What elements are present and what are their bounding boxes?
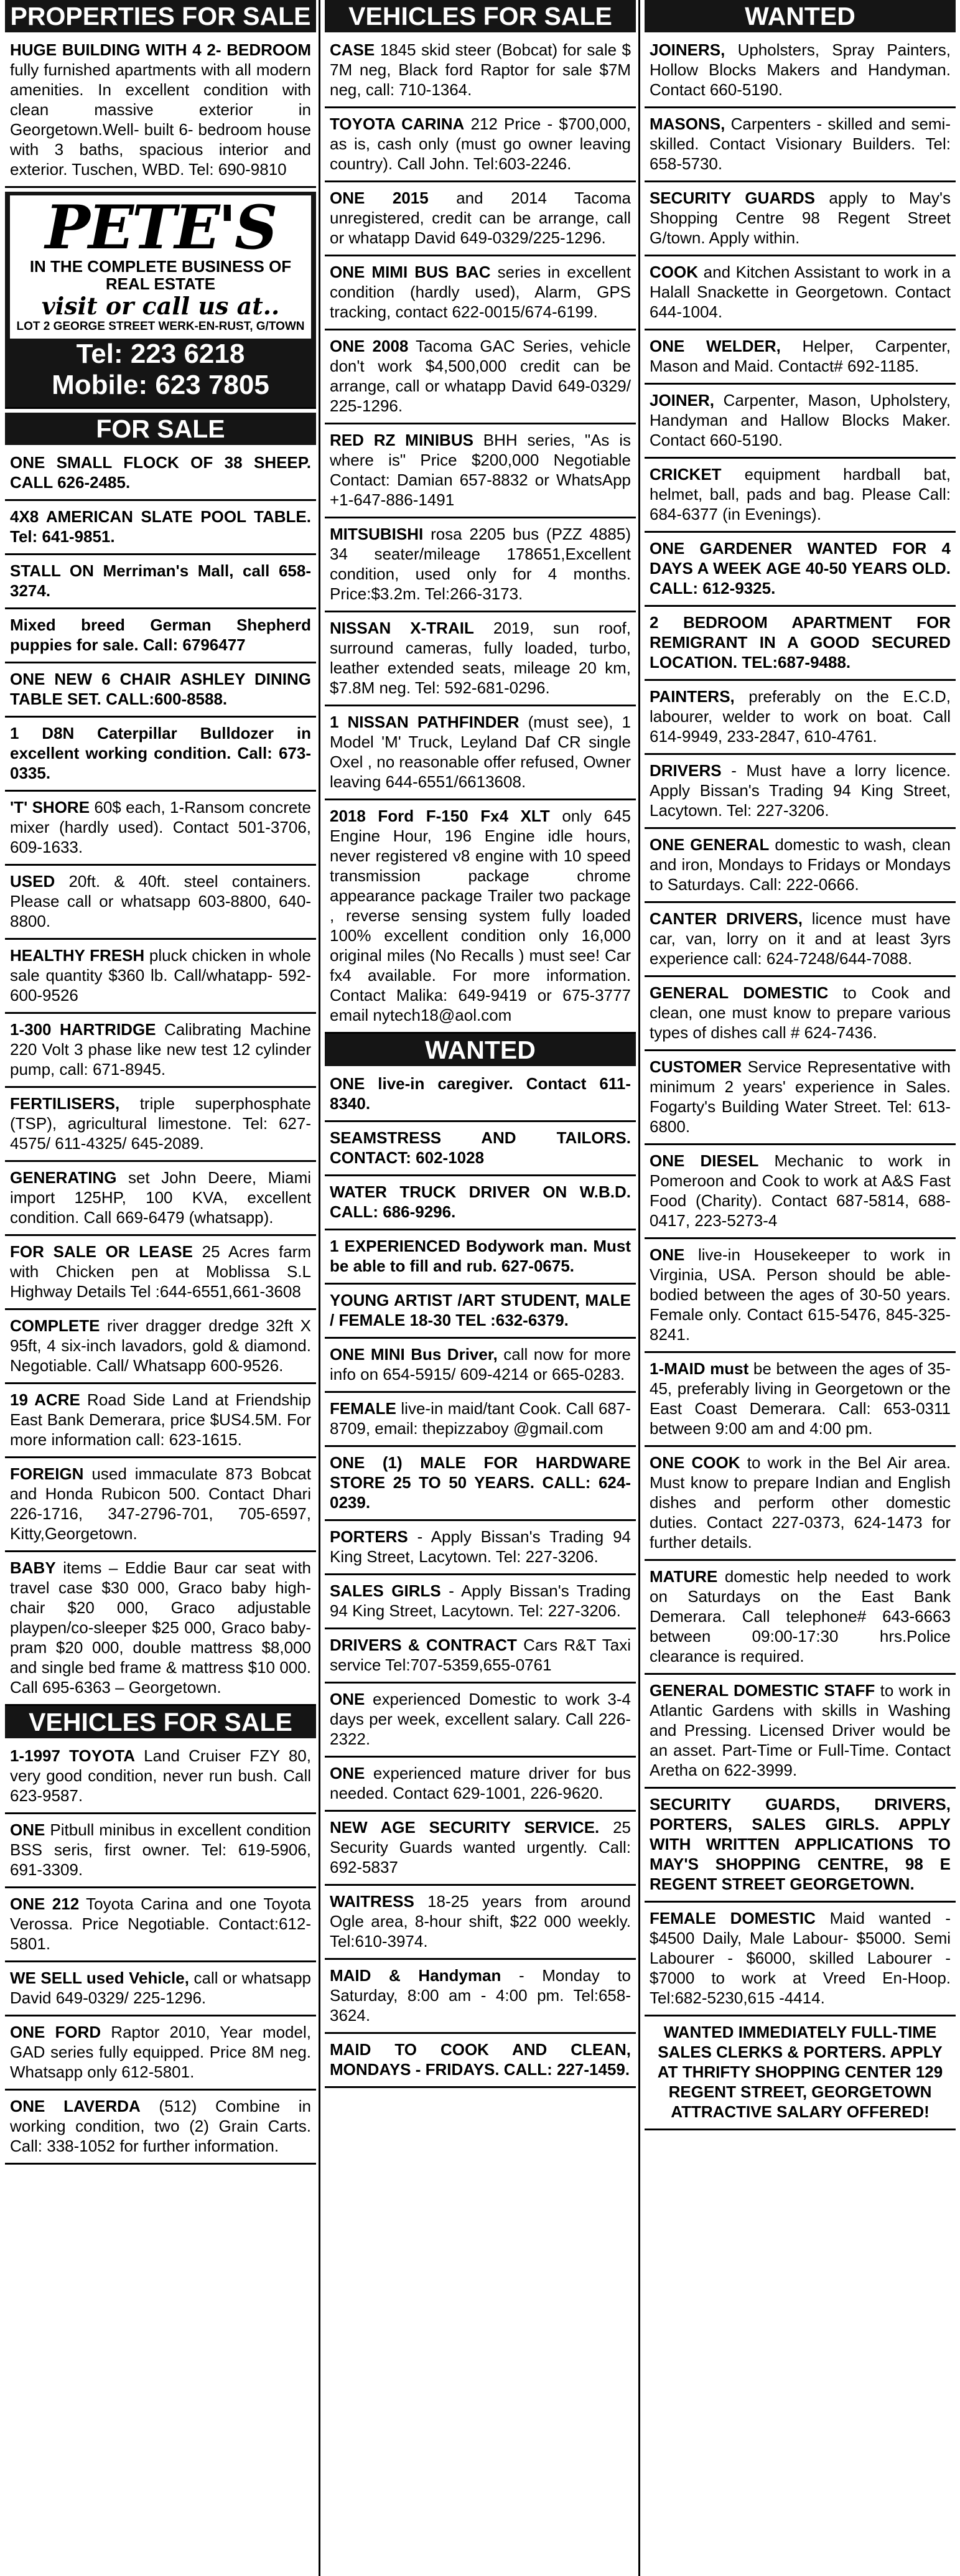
ad-lead: ONE WELDER, xyxy=(650,337,781,355)
ad-lead: FEMALE xyxy=(330,1399,396,1418)
column-2 xyxy=(325,0,636,2576)
ad-lead: CANTER DRIVERS, xyxy=(650,909,803,928)
classified-ad xyxy=(645,607,956,681)
ad-lead: ONE FORD xyxy=(10,2023,101,2041)
ad-text: - Must have a lorry licence. Apply Bissan's Trading 94 King Street, Lacytown. Tel: 227-3206. xyxy=(650,761,951,820)
ad-text: rosa 2205 bus (PZZ 4885) 34 seater/mileage 178651,Excellent condition, used only for 4 months. Price:$3.2m. Tel:266-3173. xyxy=(330,525,631,603)
classified-ad xyxy=(325,1521,636,1575)
classified-ad xyxy=(325,1447,636,1521)
ad-text: BHH series, "As is where is" Price $200,000 Negotiable Contact: Damian 657-8832 or WhatsApp +1-647-886-1491 xyxy=(330,431,631,509)
ad-lead: BABY xyxy=(10,1558,56,1577)
properties-list xyxy=(5,34,316,188)
classified-ad xyxy=(645,755,956,829)
ad-text: 60$ each, 1-Ransom concrete mixer (hardly used). Contact 501-3706, 609-1633. xyxy=(10,798,311,856)
classified-ad xyxy=(645,1051,956,1145)
ad-lead: ONE SMALL FLOCK OF 38 SHEEP. CALL 626-2485. xyxy=(10,453,311,492)
ad-lead: ONE LAVERDA xyxy=(10,2097,141,2115)
ad-lead: ONE COOK xyxy=(650,1453,740,1472)
ad-text: 20ft. & 40ft. steel containers. Please call or whatsapp 603-8800, 640-8800. xyxy=(10,872,311,930)
classified-ad xyxy=(325,330,636,424)
ad-lead: MITSUBISHI xyxy=(330,525,424,543)
ad-lead: COOK xyxy=(650,263,698,281)
ad-lead: PORTERS xyxy=(330,1527,408,1546)
ad-lead: MATURE xyxy=(650,1567,718,1586)
ad-lead: 1-1997 TOYOTA xyxy=(10,1746,136,1765)
classified-ad xyxy=(325,2034,636,2088)
ad-lead: ONE (1) MALE FOR HARDWARE STORE 25 TO 50 YEARS. CALL: 624-0239. xyxy=(330,1453,631,1512)
ad-lead: TOYOTA CARINA xyxy=(330,115,465,133)
classified-ad xyxy=(5,1310,316,1384)
ad-text: to work in the Bel Air area. Must know to prepare Indian and English dishes and perform other domestic duties. Contact 227-0373, 624-1473 for further details. xyxy=(650,1453,951,1552)
petes-real-estate-ad xyxy=(5,192,316,409)
classified-ad xyxy=(5,718,316,792)
classified-ad xyxy=(645,330,956,385)
ad-lead: MAID TO COOK AND CLEAN, MONDAYS - FRIDAYS. CALL: 227-1459. xyxy=(330,2040,631,2079)
ad-text: 25 Security Guards wanted urgently. Call: 692-5837 xyxy=(330,1818,631,1876)
ad-lead: 1 D8N Caterpillar Bulldozer in excellent working condition. Call: 673-0335. xyxy=(10,724,311,782)
classified-ad xyxy=(5,555,316,609)
petes-logo-box xyxy=(10,192,311,339)
classified-ad xyxy=(325,1960,636,2034)
ad-lead: Mixed breed German Shepherd puppies for sale. Call: 6796477 xyxy=(10,616,311,654)
ad-lead: ONE xyxy=(330,1690,365,1708)
ad-text: licence must have car, van, lorry on it and at least 3yrs experience call: 624-7248/644-7088. xyxy=(650,909,951,968)
classified-ad xyxy=(325,1886,636,1960)
classified-ad xyxy=(325,518,636,612)
ad-lead: 19 ACRE xyxy=(10,1390,80,1409)
classified-ad xyxy=(5,1162,316,1236)
ad-text: river dragger dredge 32ft X 95ft, 4 six-inch lavadors, gold & diamond. Negotiable. Call/ Whatsapp 600-9526. xyxy=(10,1316,311,1375)
classified-ad xyxy=(325,1393,636,1447)
ad-text: to work in Atlantic Gardens with skills in Washing and Pressing. Licensed Driver would be an asset. Part-Time or Full-Time. Contact Aretha on 622-3999. xyxy=(650,1681,951,1779)
column-3 xyxy=(645,0,956,2576)
ad-text: - Monday to Saturday, 8:00 am - 4:00 pm. Tel:658-3624. xyxy=(330,1966,631,2025)
classified-ad xyxy=(325,424,636,518)
ad-lead: COMPLETE xyxy=(10,1316,100,1335)
classified-ad xyxy=(325,1285,636,1339)
ad-text: items – Eddie Baur car seat with travel case $30 000, Graco baby high-chair $20 000, Graco adjustable playpen/co-sleeper $25 000, Graco baby-pram $20 000, double mattress $8,000 and single bed frame & mattress $10 000. Call 695-6363 – Georgetown. xyxy=(10,1558,311,1697)
ad-text: Maid wanted - $4500 Daily, Male Labour- $5000. Semi Labourer - $6000, skilled Labourer - $7000 to work at Vreed En-Hoop. Tel:682-5230,615 -4414. xyxy=(650,1909,951,2007)
ad-lead: SEAMSTRESS AND TAILORS. CONTACT: 602-1028 xyxy=(330,1128,631,1167)
ad-text: pluck chicken in whole sale quantity $360 lb. Call/whatapp- 592-600-9526 xyxy=(10,946,312,1005)
wanted-list xyxy=(325,1068,636,2088)
classified-ad xyxy=(5,1888,316,1962)
ad-text: experienced Domestic to work 3-4 days per week, excellent salary. Call 226-2322. xyxy=(330,1690,631,1748)
ad-text: triple superphosphate (TSP), agricultural limestone. Tel: 627-4575/ 611-4325/ 645-2089. xyxy=(10,1094,311,1153)
ad-lead: RED RZ MINIBUS xyxy=(330,431,473,449)
classified-ad xyxy=(645,1353,956,1447)
classified-ad xyxy=(5,940,316,1014)
classified-ad xyxy=(5,1962,316,2016)
ad-text: experienced mature driver for bus needed. Contact 629-1001, 226-9620. xyxy=(330,1764,631,1802)
classified-ad xyxy=(645,1447,956,1561)
ad-lead: ONE MIMI BUS BAC xyxy=(330,263,491,281)
ad-lead: JOINER, xyxy=(650,391,715,410)
ad-lead: ONE xyxy=(10,1820,45,1839)
ad-lead: 1 NISSAN PATHFINDER xyxy=(330,713,520,731)
ad-text: - Apply Bissan's Trading 94 King Street, Lacytown. Tel: 227-3206. xyxy=(330,1581,631,1620)
classified-ad xyxy=(5,1088,316,1162)
classified-ad xyxy=(5,609,316,663)
classified-ad xyxy=(325,1758,636,1812)
ad-text: Calibrating Machine 220 Volt 3 phase like new test 12 cylinder pump, call: 671-8945. xyxy=(10,1020,311,1079)
ad-lead: 1-MAID must xyxy=(650,1359,749,1378)
classified-ad xyxy=(645,1561,956,1675)
classified-ad xyxy=(645,977,956,1051)
ad-lead: WANTED IMMEDIATELY FULL-TIME SALES CLERKS & PORTERS. APPLY AT THRIFTY SHOPPING CENTER 129 REGENT STREET, GEORGETOWN ATTRACTIVE SALARY OFFERED! xyxy=(657,2023,943,2121)
ad-text: used immaculate 873 Bobcat and Honda Rubicon 500. Contact Dhari 226-1716, 347-2796-701, 705-6597, Kitty,Georgetown. xyxy=(10,1464,311,1543)
ad-text: Tacoma GAC Series, vehicle don't work $4,500,000 credit can be arrange, call or whatapp David 649-0329/ 225-1296. xyxy=(330,337,631,415)
ad-text: call or whatsapp David 649-0329/ 225-1296. xyxy=(10,1969,311,2007)
ad-text: live-in Housekeeper to work in Virginia, USA. Person should be able-bodied between the ages of 30-50 years. Female only. Contact 615-5476, 845-325-8241. xyxy=(650,1245,951,1344)
ad-lead: FEMALE DOMESTIC xyxy=(650,1909,816,1927)
classified-ad xyxy=(5,34,316,188)
classified-ad xyxy=(645,1145,956,1239)
classified-ad xyxy=(645,681,956,755)
ad-lead: PAINTERS, xyxy=(650,687,735,706)
ad-text: 18-25 years from around Ogle area, 8-hour shift, $22 000 weekly. Tel:610-3974. xyxy=(330,1892,631,1951)
ad-lead: ONE 2008 xyxy=(330,337,409,355)
classified-ad xyxy=(645,108,956,182)
ad-lead: WE SELL used Vehicle, xyxy=(10,1969,189,1987)
ad-lead: DRIVERS xyxy=(650,761,722,780)
classified-ad xyxy=(645,256,956,330)
ad-text: Raptor 2010, Year model, GAD series fully equipped. Price 8M neg. Whatsapp only 612-5801. xyxy=(10,2023,311,2081)
ad-lead: 4X8 AMERICAN SLATE POOL TABLE. Tel: 641-9851. xyxy=(10,507,311,546)
ad-lead: FERTILISERS, xyxy=(10,1094,120,1113)
ad-lead: WAITRESS xyxy=(330,1892,414,1911)
ad-lead: ONE MINI Bus Driver, xyxy=(330,1345,498,1364)
ad-lead: GENERAL DOMESTIC STAFF xyxy=(650,1681,875,1700)
ad-lead: YOUNG ARTIST /ART STUDENT, MALE / FEMALE 18-30 TEL :632-6379. xyxy=(330,1291,631,1329)
classified-ad xyxy=(645,34,956,108)
ad-text: Carpenter, Mason, Upholstery, Handyman and Hallow Blocks Maker. Contact 660-5190. xyxy=(650,391,951,449)
ad-lead: ONE GARDENER WANTED FOR 4 DAYS A WEEK AGE 40-50 YEARS OLD. CALL: 612-9325. xyxy=(650,539,951,597)
classified-ad xyxy=(645,829,956,903)
classified-ad xyxy=(5,663,316,718)
for-sale-list xyxy=(5,447,316,1706)
classified-ad xyxy=(5,1740,316,1814)
ad-lead: HEALTHY FRESH xyxy=(10,946,145,965)
classified-ad xyxy=(5,501,316,555)
ad-text: equipment hardball bat, helmet, ball, pads and bag. Please Call: 684-6377 (in Evenings). xyxy=(650,465,951,523)
classified-ad xyxy=(325,108,636,182)
ad-text: Carpenters - skilled and semi-skilled. Contact Visionary Builders. Tel: 658-5730. xyxy=(650,115,951,173)
ad-lead: ONE live-in caregiver. Contact 611-8340. xyxy=(330,1074,631,1113)
section-heading-for-sale: FOR SALE xyxy=(5,413,316,447)
ad-text: call now for more info on 654-5915/ 609-4214 or 665-0283. xyxy=(330,1345,631,1384)
column-divider xyxy=(319,0,320,2576)
classified-ad xyxy=(645,1903,956,2016)
ad-lead: ONE GENERAL xyxy=(650,835,770,854)
ad-text: set John Deere, Miami import 125HP, 100 KVA, excellent condition. Call 669-6479 (whatsapp). xyxy=(10,1168,311,1227)
classified-ad xyxy=(325,1812,636,1886)
classified-ad xyxy=(5,866,316,940)
ad-lead: CASE xyxy=(330,40,375,59)
section-heading-wanted-2: WANTED xyxy=(645,0,956,34)
ad-text: 1845 skid steer (Bobcat) for sale $ 7M neg, Black ford Raptor for sale $7M neg, call: 710-1364. xyxy=(330,40,631,99)
ad-text: - Apply Bissan's Trading 94 King Street, Lacytown. Tel: 227-3206. xyxy=(330,1527,631,1566)
petes-logo: PETE'S xyxy=(45,192,276,263)
ad-lead: HUGE BUILDING WITH 4 2- BEDROOM xyxy=(10,40,311,59)
ad-text: to Cook and clean, one must know to prepare various types of dishes call # 624-7436. xyxy=(650,983,951,1042)
ad-text: 212 Price - $700,000, as is, cash only (must go owner leaving country). Call John. Tel:603-2246. xyxy=(330,115,631,173)
classified-ad xyxy=(645,459,956,533)
column-divider xyxy=(638,0,640,2576)
ad-text: (must see), 1 Model 'M' Truck, Leyland Daf CR single Oxel , no reasonable offer refused, Owner leaving 644-6551/6613608. xyxy=(330,713,631,791)
classified-ad xyxy=(5,2016,316,2091)
ad-text: Upholsters, Spray Painters, Hollow Blocks Makers and Handyman. Contact 660-5190. xyxy=(650,40,951,99)
ad-text: domestic to wash, clean and iron, Mondays to Fridays or Mondays to Saturdays. Call: 222-0666. xyxy=(650,835,951,894)
ad-lead: ONE xyxy=(330,1764,365,1782)
vehicles-list-2 xyxy=(325,34,636,1034)
column-1 xyxy=(5,0,316,2576)
ad-text: Pitbull minibus in excellent condition BSS seris, first owner. Tel: 619-5906, 691-3309. xyxy=(10,1820,311,1879)
section-heading-vehicles: VEHICLES FOR SALE xyxy=(5,1706,316,1740)
petes-mobile: Mobile: 623 7805 xyxy=(52,370,269,400)
classified-ad xyxy=(325,1339,636,1393)
ad-text: 2019, sun roof, surround cameras, fully loaded, turbo, leather extended seats, mileage 20 km, $7.8M neg. Tel: 592-681-0296. xyxy=(330,619,631,697)
ad-text: Toyota Carina and one Toyota Verossa. Price Negotiable. Contact:612-5801. xyxy=(10,1895,311,1953)
ad-lead: GENERAL DOMESTIC xyxy=(650,983,829,1002)
classified-ad xyxy=(325,612,636,706)
classified-ad xyxy=(645,385,956,459)
ad-text: series in excellent condition (hardly used), Alarm, GPS tracking, contact 622-0015/674-6199. xyxy=(330,263,631,321)
ad-text: Land Cruiser FZY 80, very good condition, never run bush. Call 623-9587. xyxy=(10,1746,311,1805)
classified-ad xyxy=(5,447,316,501)
ad-text: Cars R&T Taxi service Tel:707-5359,655-0761 xyxy=(330,1636,631,1674)
ad-lead: SECURITY GUARDS xyxy=(650,189,816,207)
petes-visit: visit or call us at.. xyxy=(41,292,280,320)
ad-lead: FOR SALE OR LEASE xyxy=(10,1242,193,1261)
ad-lead: WATER TRUCK DRIVER ON W.B.D. CALL: 686-9296. xyxy=(330,1183,631,1221)
ad-text: Service Representative with minimum 2 years' experience in Sales. Fogarty's Building Water Street. Tel: 613-6800. xyxy=(650,1057,951,1136)
ad-text: Helper, Carpenter, Mason and Maid. Contact# 692-1185. xyxy=(650,337,951,375)
petes-address: LOT 2 GEORGE STREET WERK-EN-RUST, G/TOWN xyxy=(16,320,305,333)
ad-lead: STALL ON Merriman's Mall, call 658-3274. xyxy=(10,561,311,600)
wanted-list-2 xyxy=(645,34,956,2130)
ad-text: 25 Acres farm with Chicken pen at Moblissa S.L Highway Details Tel :644-6551,661-3608 xyxy=(10,1242,311,1301)
classified-ad xyxy=(325,1230,636,1285)
classified-ad xyxy=(645,1789,956,1903)
petes-tel: Tel: 223 6218 xyxy=(76,339,245,369)
ad-text: domestic help needed to work on Saturdays on the East Bank Demerara. Call telephone# 643-6663 between 09:00-17:30 hrs.Police clearance is required. xyxy=(650,1567,951,1665)
classified-ad xyxy=(325,706,636,800)
ad-text: live-in maid/tant Cook. Call 687-8709, email: thepizzaboy @gmail.com xyxy=(330,1399,631,1438)
classified-ad xyxy=(5,1014,316,1088)
ad-text: apply to May's Shopping Centre 98 Regent Street G/town. Apply within. xyxy=(650,189,951,247)
classified-ad xyxy=(325,256,636,330)
ad-lead: NISSAN X-TRAIL xyxy=(330,619,474,637)
ad-lead: SALES GIRLS xyxy=(330,1581,441,1600)
classified-ad xyxy=(325,34,636,108)
classified-ad xyxy=(645,1675,956,1789)
ad-text: only 645 Engine Hour, 196 Engine idle hours, never registered v8 engine with 10 speed transmission package chrome appearance package Trailer two package , reverse sensing system fully loaded 100% excellent condition only 16,000 original miles (No Recalls ) must see! Car fx4 available. For more information. Contact Malika: 649-9419 or 675-3777 email nytech18@aol.com xyxy=(330,807,631,1024)
classified-ad xyxy=(325,1176,636,1230)
ad-lead: ONE xyxy=(650,1245,685,1264)
ad-lead: 2 BEDROOM APARTMENT FOR REMIGRANT IN A GOOD SECURED LOCATION. TEL:687-9488. xyxy=(650,613,951,672)
section-heading-wanted: WANTED xyxy=(325,1034,636,1068)
ad-lead: ONE 2015 xyxy=(330,189,429,207)
ad-lead: ONE DIESEL xyxy=(650,1151,759,1170)
ad-lead: GENERATING xyxy=(10,1168,117,1187)
classified-ad xyxy=(5,1814,316,1888)
petes-tagline: IN THE COMPLETE BUSINESS OF REAL ESTATE xyxy=(29,257,292,293)
classified-ad xyxy=(325,1629,636,1684)
ad-lead: NEW AGE SECURITY SERVICE. xyxy=(330,1818,600,1837)
ad-lead: 1 EXPERIENCED Bodywork man. Must be able to fill and rub. 627-0675. xyxy=(330,1237,631,1275)
classified-ad xyxy=(5,792,316,866)
classified-ad xyxy=(645,903,956,977)
ad-text: preferably on the E.C.D, labourer, welder to work on boat. Call 614-9949, 233-2847, 610-4761. xyxy=(650,687,951,746)
ad-lead: ONE 212 xyxy=(10,1895,80,1913)
section-heading-properties: PROPERTIES FOR SALE xyxy=(5,0,316,34)
classified-ad xyxy=(645,533,956,607)
ad-lead: MAID & Handyman xyxy=(330,1966,501,1985)
ad-text: be between the ages of 35-45, preferably living in Georgetown or the East Coast Demerara. Call: 653-0311 between 9:00 am and 4:00 pm. xyxy=(650,1359,951,1438)
classified-ad xyxy=(5,1458,316,1552)
vehicles-list xyxy=(5,1740,316,2165)
classified-ad xyxy=(325,800,636,1034)
ad-text: and 2014 Tacoma unregistered, credit can be arrange, call or whatapp David 649-0329/225-1296. xyxy=(330,189,631,247)
ad-lead: JOINERS, xyxy=(650,40,725,59)
classified-ad xyxy=(325,182,636,256)
classified-ad xyxy=(5,1384,316,1458)
ad-text: and Kitchen Assistant to work in a Halall Snackette in Georgetown. Contact 644-1004. xyxy=(650,263,951,321)
ad-lead: 1-300 HARTRIDGE xyxy=(10,1020,156,1039)
ad-text: Road Side Land at Friendship East Bank Demerara, price $US4.5M. For more information call: 623-1615. xyxy=(10,1390,311,1449)
ad-lead: DRIVERS & CONTRACT xyxy=(330,1636,517,1654)
ad-lead: MASONS, xyxy=(650,115,725,133)
ad-text: (512) Combine in working condition, two (2) Grain Carts. Call: 338-1052 for further information. xyxy=(10,2097,312,2155)
classified-ad xyxy=(645,182,956,256)
ad-lead: FOREIGN xyxy=(10,1464,84,1483)
ad-text: Mechanic to work in Pomeroon and Cook to work at A&S Fast Food (Charity). Contact 687-5814, 688-0417, 223-5273-4 xyxy=(650,1151,951,1230)
ad-lead: ONE NEW 6 CHAIR ASHLEY DINING TABLE SET. CALL:600-8588. xyxy=(10,670,311,708)
ad-lead: CRICKET xyxy=(650,465,722,484)
ad-lead: 'T' SHORE xyxy=(10,798,90,817)
ad-lead: SECURITY GUARDS, DRIVERS, PORTERS, SALES GIRLS. APPLY WITH WRITTEN APPLICATIONS TO MAY'S SHOPPING CENTRE, 98 E REGENT STREET GEORGETOWN. xyxy=(650,1795,951,1893)
classified-ad xyxy=(325,1575,636,1629)
classified-ad xyxy=(5,2091,316,2165)
ad-lead: CUSTOMER xyxy=(650,1057,742,1076)
classified-ad xyxy=(5,1552,316,1706)
classified-ad xyxy=(645,2016,956,2130)
classified-ad xyxy=(325,1684,636,1758)
classified-ad xyxy=(5,1236,316,1310)
ad-lead: USED xyxy=(10,872,55,891)
classified-ad xyxy=(325,1122,636,1176)
classified-ad xyxy=(645,1239,956,1353)
classified-ad xyxy=(325,1068,636,1122)
ad-lead: 2018 Ford F-150 Fx4 XLT xyxy=(330,807,550,825)
section-heading-vehicles-2: VEHICLES FOR SALE xyxy=(325,0,636,34)
ad-text: fully furnished apartments with all modern amenities. In excellent condition with clean massive exterior in Georgetown.Well- built 6- bedroom house with 3 baths, spacious interior and exterior. Tuschen, WBD. Tel: 690-9810 xyxy=(10,60,311,179)
